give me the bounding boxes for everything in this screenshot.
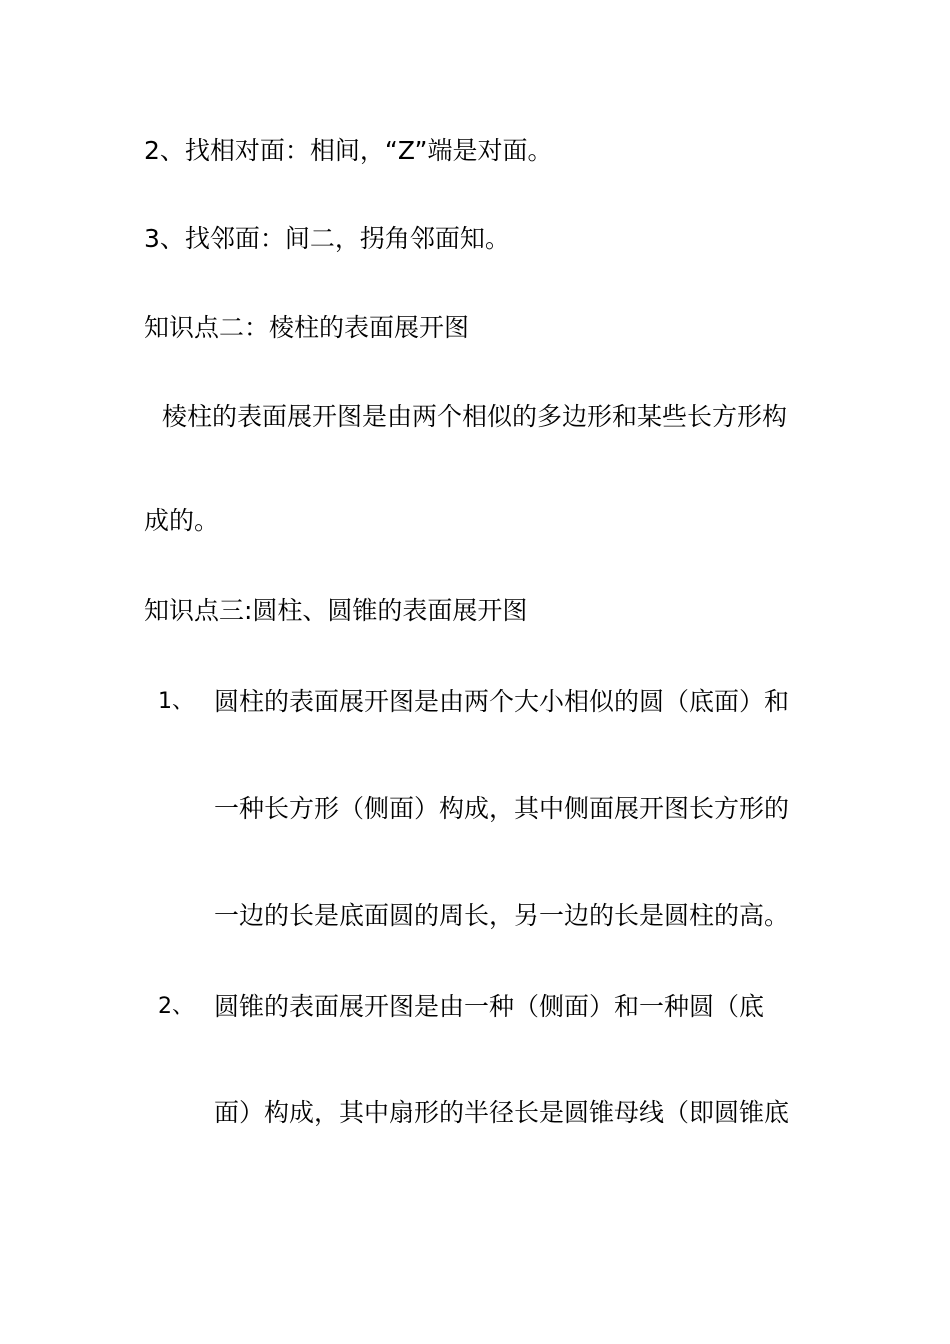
list-marker-1: 1、 bbox=[158, 689, 194, 714]
list-item-2-line-1: 圆锥的表面展开图是由一种（侧面）和一种圆（底 bbox=[214, 992, 765, 1021]
section-heading-prism-net: 知识点二：棱柱的表面展开图 bbox=[144, 313, 470, 342]
text-line-find-adjacent-face: 3、找邻面：间二，拐角邻面知。 bbox=[144, 224, 510, 253]
paragraph-prism-line-1: 棱柱的表面展开图是由两个相似的多边形和某些长方形构 bbox=[162, 402, 788, 431]
section-heading-cylinder-cone-net: 知识点三:圆柱、圆锥的表面展开图 bbox=[144, 596, 528, 625]
list-item-2-line-2: 面）构成，其中扇形的半径长是圆锥母线（即圆锥底 bbox=[214, 1098, 790, 1127]
list-item-1-line-2: 一种长方形（侧面）构成，其中侧面展开图长方形的 bbox=[214, 794, 790, 823]
text-line-find-opposite-face: 2、找相对面：相间，“Z”端是对面。 bbox=[144, 136, 553, 165]
list-item-1-line-3: 一边的长是底面圆的周长，另一边的长是圆柱的高。 bbox=[214, 901, 790, 930]
list-marker-2: 2、 bbox=[158, 994, 194, 1019]
paragraph-prism-line-2: 成的。 bbox=[144, 506, 220, 535]
list-item-1-line-1: 圆柱的表面展开图是由两个大小相似的圆（底面）和 bbox=[214, 687, 790, 716]
